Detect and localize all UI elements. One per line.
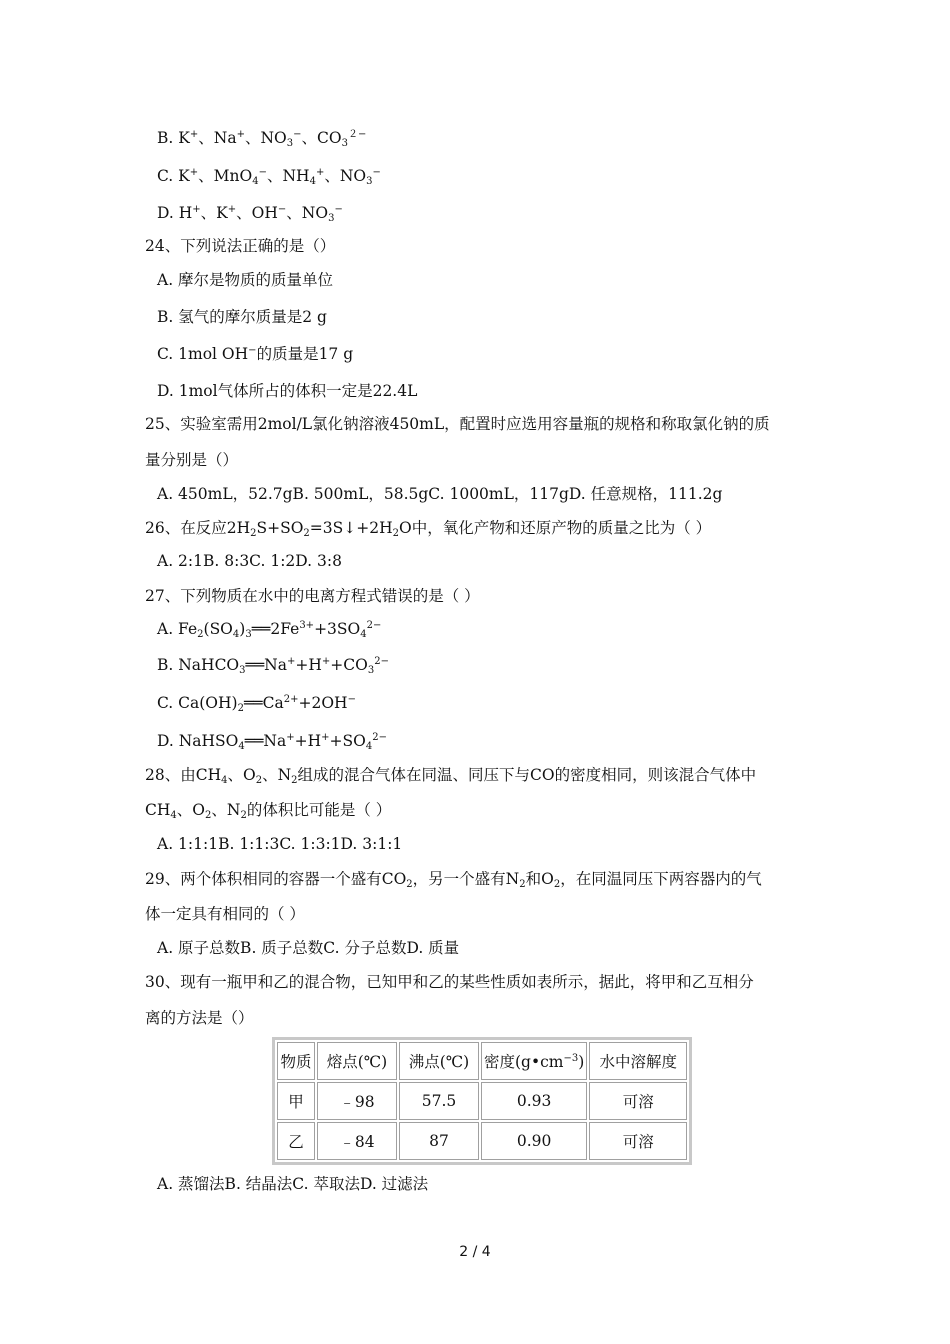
sub: 3 xyxy=(286,138,294,149)
sub: 2 xyxy=(240,810,247,821)
text: ══Ca xyxy=(243,694,284,712)
text: K xyxy=(178,167,190,185)
question-24-option-c xyxy=(157,344,353,364)
sub: 4 xyxy=(365,741,373,752)
text: C. Ca(OH) xyxy=(157,694,238,712)
question-29-options: A. 原子总数B. 质子总数C. 分子总数D. 质量 xyxy=(157,939,460,957)
text: +CO xyxy=(330,656,368,674)
question-28-options: A. 1:1:1B. 1:1:3C. 1:3:1D. 3:1:1 xyxy=(157,835,403,853)
sup: − xyxy=(347,694,356,705)
sup: −3 xyxy=(563,1053,579,1064)
sup: + xyxy=(236,129,245,140)
text: 的质量是17 g xyxy=(256,345,354,363)
sub: 2 xyxy=(237,703,244,714)
sub: 3 xyxy=(366,176,373,187)
sub: 2 xyxy=(291,775,298,786)
text: 、CO xyxy=(301,129,342,147)
sub: 2 xyxy=(406,879,413,890)
text: K xyxy=(178,129,190,147)
text: +2OH xyxy=(298,694,348,712)
sup: + xyxy=(321,656,331,667)
text: O中，氧化产物和还原产物的质量之比为（ ） xyxy=(399,519,712,537)
table-row xyxy=(277,1082,687,1120)
table-cell: 乙 xyxy=(277,1122,315,1160)
sup: + xyxy=(321,732,330,743)
text: 26、在反应2H xyxy=(145,519,251,537)
sub: 4 xyxy=(238,741,245,752)
text: 、O xyxy=(176,801,205,819)
sup: 2− xyxy=(366,620,382,631)
properties-table-frame xyxy=(272,1037,692,1165)
sub: 4 xyxy=(170,810,177,821)
properties-table xyxy=(275,1040,689,1162)
sup: 2− xyxy=(374,656,389,667)
sup: 3+ xyxy=(299,620,315,631)
table-row xyxy=(277,1122,687,1160)
text: ，另一个盛有N xyxy=(412,870,520,888)
text: 、MnO xyxy=(198,167,253,185)
sub: 4 xyxy=(309,176,316,187)
sub: 4 xyxy=(252,176,259,187)
question-24-option-a: A. 摩尔是物质的质量单位 xyxy=(157,271,334,289)
text: +H xyxy=(294,732,322,750)
table-header-cell: 熔点(℃) xyxy=(317,1042,397,1080)
option-letter: B. xyxy=(157,129,174,147)
question-28-stem-line2 xyxy=(145,800,391,820)
text: 28、由CH xyxy=(145,766,222,784)
question-27-option-b xyxy=(157,655,389,675)
text: 组成的混合气体在同温、同压下与CO的密度相同，则该混合气体中 xyxy=(297,766,757,784)
text: ══Na xyxy=(244,732,287,750)
text: 的体积比可能是（ ） xyxy=(246,801,392,819)
question-24-option-b: B. 氢气的摩尔质量是2 g xyxy=(157,308,327,326)
sup: − xyxy=(248,345,257,356)
sub: 4 xyxy=(221,775,228,786)
table-header-cell: 水中溶解度 xyxy=(589,1042,687,1080)
text: 、K xyxy=(200,204,228,222)
sub: 3 xyxy=(239,665,246,676)
sub: 2 xyxy=(255,775,263,786)
question-25-options: A. 450mL，52.7gB. 500mL，58.5gC. 1000mL，117gD. 任意规格，111.2g xyxy=(157,485,723,503)
text: (SO xyxy=(203,620,233,638)
text: =3S↓+2H xyxy=(309,519,393,537)
question-27-option-a xyxy=(157,619,381,639)
sup: ２− xyxy=(347,129,367,140)
sup: + xyxy=(189,129,199,140)
text: CH xyxy=(145,801,171,819)
text: 、N xyxy=(262,766,292,784)
sup: + xyxy=(315,167,325,178)
question-24-stem: 24、下列说法正确的是（） xyxy=(145,237,336,255)
sup: + xyxy=(189,167,199,178)
text: 密度(g•cm xyxy=(484,1053,564,1071)
text: 、OH xyxy=(236,204,278,222)
text: 、O xyxy=(227,766,256,784)
sup: + xyxy=(227,204,237,215)
option-d-line xyxy=(157,203,343,223)
table-cell: 0.90 xyxy=(481,1122,587,1160)
text: S+SO xyxy=(256,519,304,537)
sub: 2 xyxy=(392,528,399,539)
option-letter: C. xyxy=(157,167,174,185)
question-29-stem-line2: 体一定具有相同的（ ） xyxy=(145,905,305,923)
page-number: 2 / 4 xyxy=(459,1244,491,1260)
sub: 4 xyxy=(232,629,240,640)
text: B. NaHCO xyxy=(157,656,240,674)
text: ，在同温同压下两容器内的气 xyxy=(560,870,762,888)
text: 和O xyxy=(525,870,554,888)
sub: 3 xyxy=(367,665,375,676)
table-cell: ﹣98 xyxy=(317,1082,397,1120)
question-30-stem-line1: 30、现有一瓶甲和乙的混合物，已知甲和乙的某些性质如表所示，据此，将甲和乙互相分 xyxy=(145,973,754,991)
question-28-stem-line1 xyxy=(145,765,756,785)
text: 、NO xyxy=(324,167,367,185)
sub: 2 xyxy=(553,879,561,890)
table-header-row xyxy=(277,1042,687,1080)
question-25-stem-line2: 量分别是（） xyxy=(145,451,239,469)
sub: 3 xyxy=(245,629,252,640)
text: H xyxy=(178,204,193,222)
sup: − xyxy=(258,167,267,178)
sup: + xyxy=(286,732,295,743)
sup: + xyxy=(286,656,296,667)
sub: 3 xyxy=(328,213,335,224)
sub: 2 xyxy=(519,879,526,890)
text: +SO xyxy=(329,732,366,750)
table-cell: 57.5 xyxy=(399,1082,479,1120)
sub: 2 xyxy=(250,528,257,539)
option-b-line xyxy=(157,128,366,148)
text: +3SO xyxy=(314,620,361,638)
sup: − xyxy=(372,167,381,178)
sub: 2 xyxy=(204,810,212,821)
text: +H xyxy=(295,656,322,674)
question-24-option-d: D. 1mol气体所占的体积一定是22.4L xyxy=(157,382,418,400)
table-cell: 0.93 xyxy=(481,1082,587,1120)
question-26-options: A. 2:1B. 8:3C. 1:2D. 3:8 xyxy=(157,552,342,570)
question-27-option-c xyxy=(157,693,356,713)
sup: − xyxy=(334,204,343,215)
sub: 2 xyxy=(197,629,204,640)
question-26-stem xyxy=(145,518,711,538)
table-cell: 甲 xyxy=(277,1082,315,1120)
text: 、NO xyxy=(286,204,329,222)
sub: 3 xyxy=(341,138,348,149)
sup: − xyxy=(293,129,302,140)
text: ) xyxy=(578,1053,585,1071)
table-header-cell: 物质 xyxy=(277,1042,315,1080)
sup: 2− xyxy=(372,732,387,743)
text: 、Na xyxy=(198,129,237,147)
table-header-cell: 沸点(℃) xyxy=(399,1042,479,1080)
text: ) xyxy=(239,620,246,638)
text: ══2Fe xyxy=(251,620,300,638)
table-cell: 可溶 xyxy=(589,1082,687,1120)
text: 、NO xyxy=(244,129,287,147)
table-cell: ﹣84 xyxy=(317,1122,397,1160)
sub: 2 xyxy=(303,528,310,539)
question-25-stem-line1: 25、实验室需用2mol/L氯化钠溶液450mL，配置时应选用容量瓶的规格和称取氯化钠的质 xyxy=(145,415,770,433)
table-cell: 87 xyxy=(399,1122,479,1160)
text: A. Fe xyxy=(157,620,198,638)
question-27-stem: 27、下列物质在水中的电离方程式错误的是（ ） xyxy=(145,587,480,605)
sub: 4 xyxy=(360,629,367,640)
sup: − xyxy=(277,204,287,215)
question-30-options: A. 蒸馏法B. 结晶法C. 萃取法D. 过滤法 xyxy=(157,1175,429,1193)
table-cell: 可溶 xyxy=(589,1122,687,1160)
sup: + xyxy=(192,204,201,215)
question-30-stem-line2: 离的方法是（） xyxy=(145,1009,254,1027)
question-27-option-d xyxy=(157,731,387,751)
text: C. 1mol OH xyxy=(157,345,249,363)
table-header-cell xyxy=(481,1042,587,1080)
option-c-line xyxy=(157,166,381,186)
text: 29、两个体积相同的容器一个盛有CO xyxy=(145,870,407,888)
sup: 2+ xyxy=(283,694,299,705)
text: 、N xyxy=(211,801,241,819)
option-letter: D. xyxy=(157,204,174,222)
question-29-stem-line1 xyxy=(145,869,762,889)
text: D. NaHSO xyxy=(157,732,239,750)
text: 、NH xyxy=(266,167,310,185)
text: ══Na xyxy=(245,656,287,674)
